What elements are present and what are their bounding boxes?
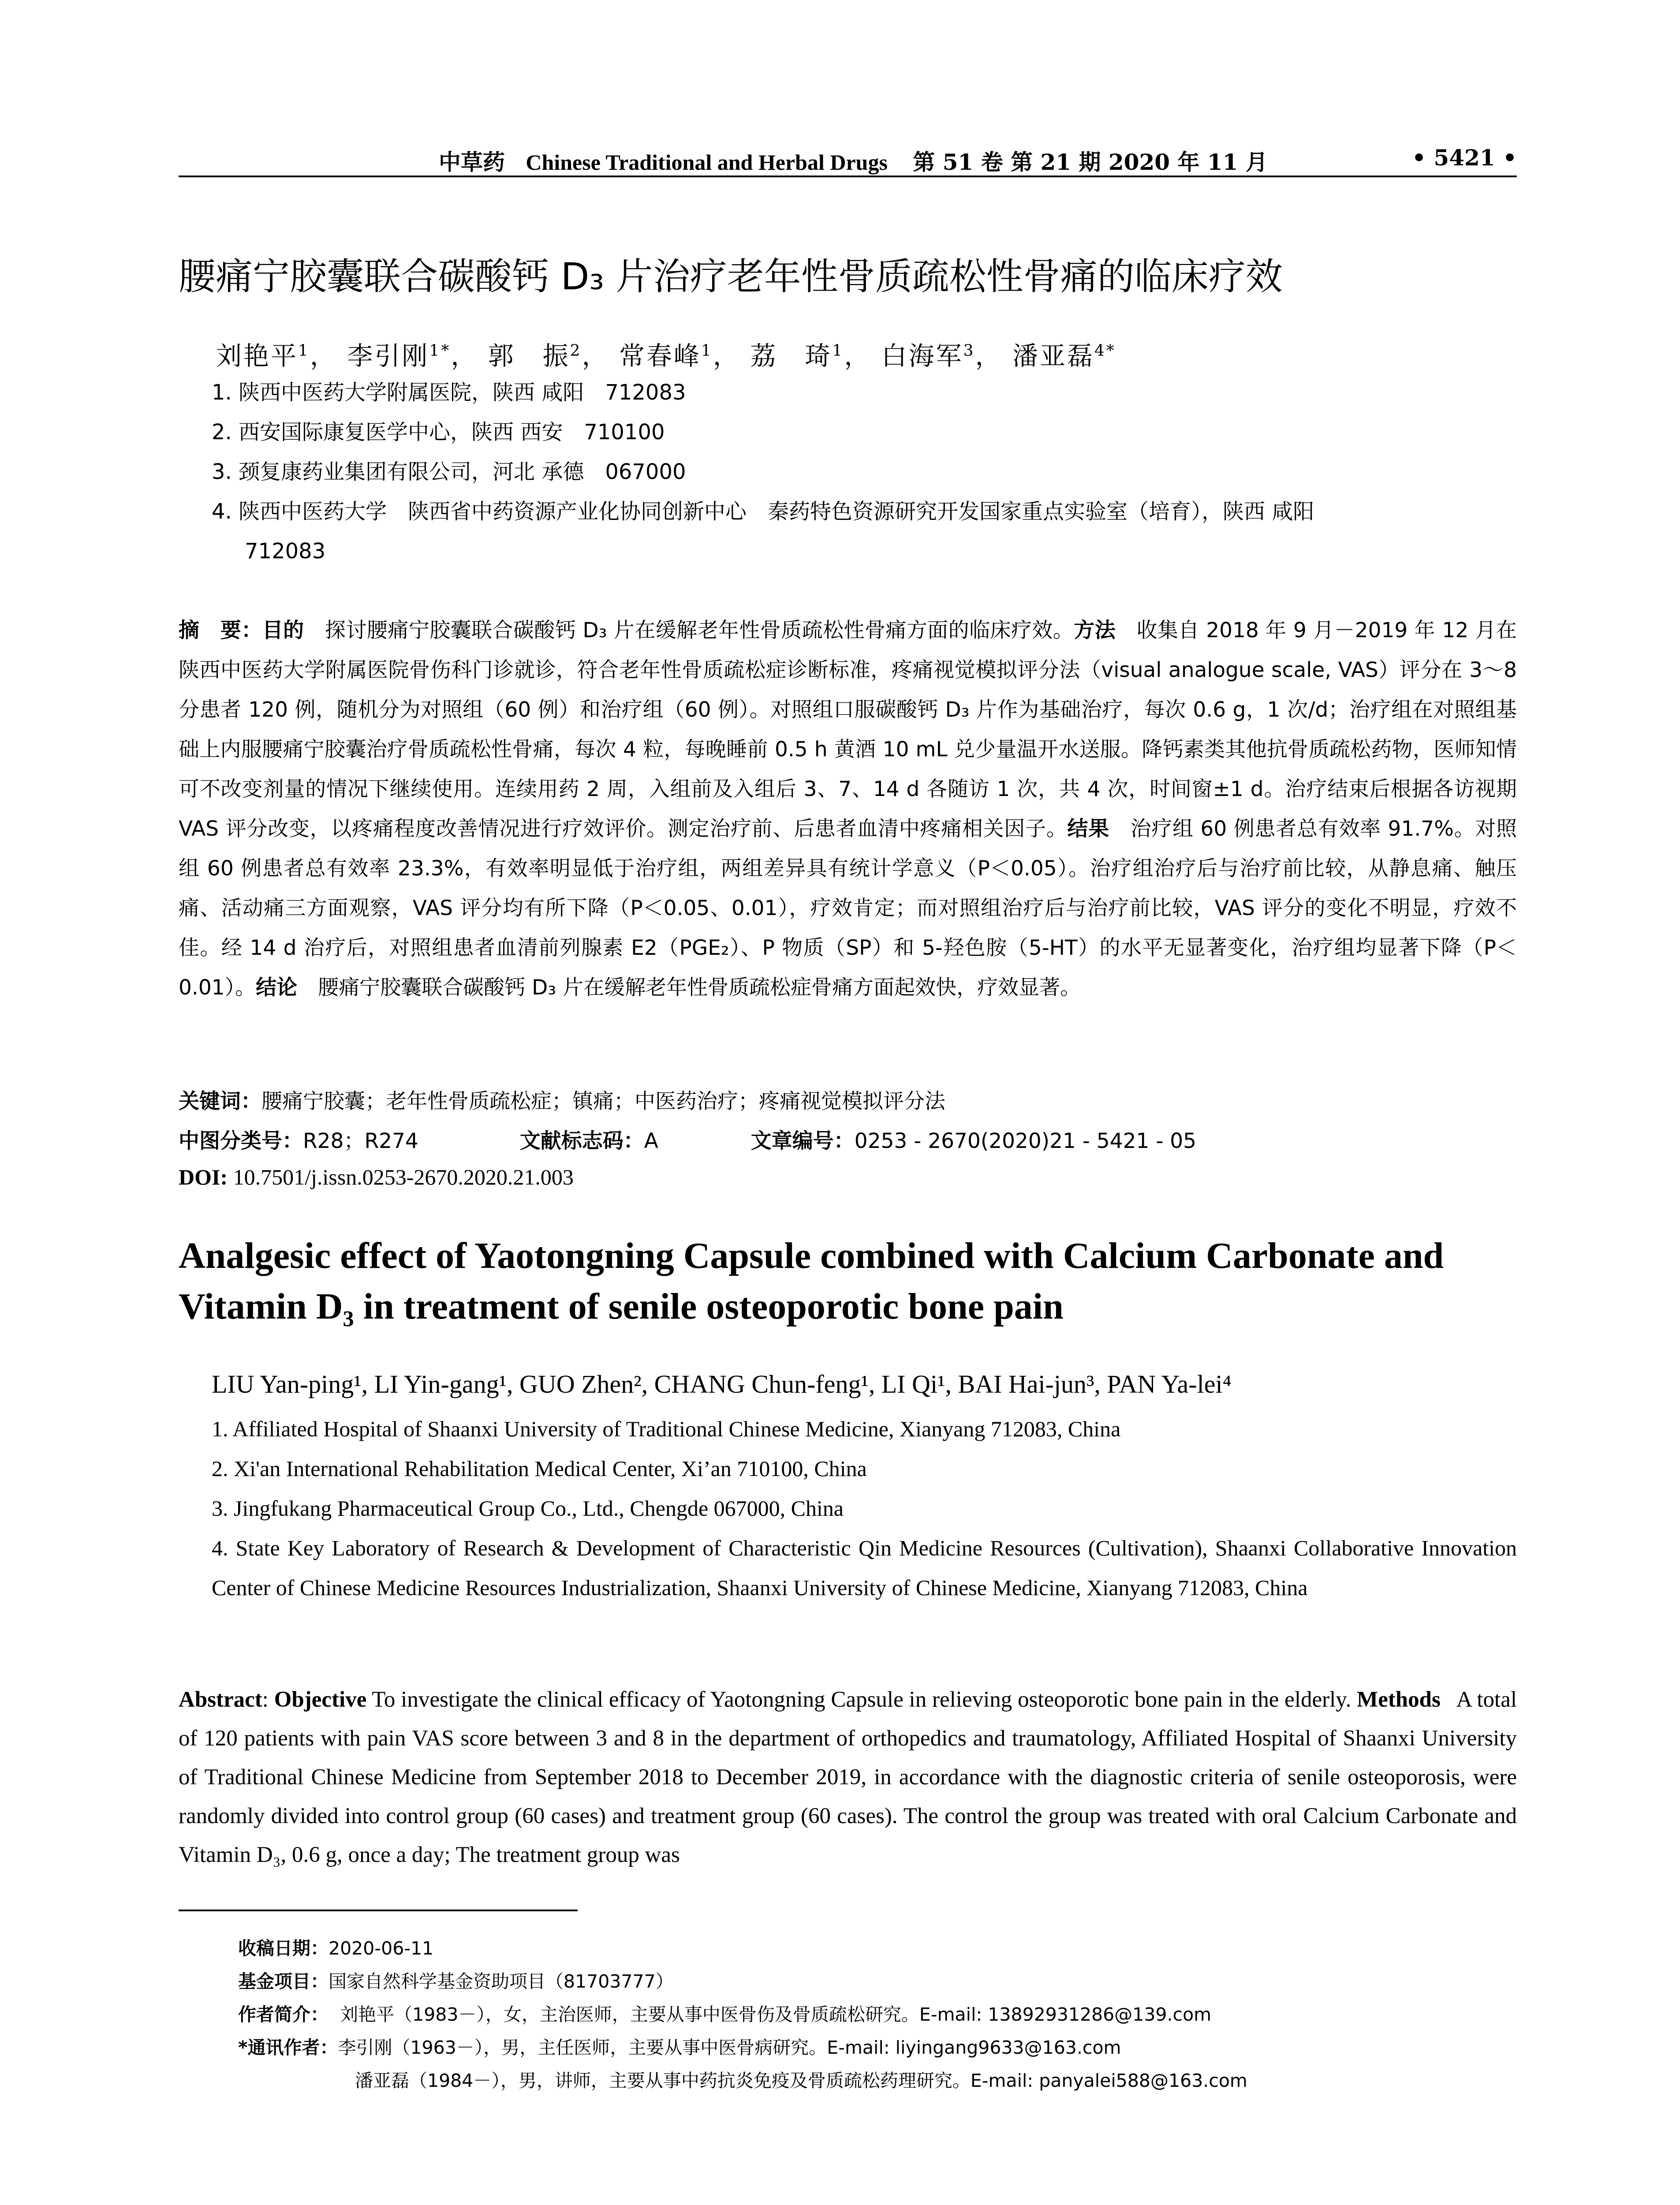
results-label: 结果 [1067, 817, 1109, 841]
footnote-bio [238, 2000, 1211, 2026]
abstract-en-label: Abstract [179, 1687, 262, 1712]
methods-en-label: Methods [1357, 1687, 1441, 1712]
affiliations-en [212, 1409, 1517, 1607]
abstract-cn [179, 611, 1517, 1008]
journal-name-en: Chinese Traditional and Herbal Drugs [526, 150, 888, 175]
keywords [179, 1085, 945, 1114]
affiliation-cn: 2. 西安国际康复医学中心，陕西 西安 710100 [212, 420, 665, 445]
conclusion-label: 结论 [256, 975, 298, 1000]
affiliation-cn: 1. 陕西中医药大学附属医院，陕西 咸阳 712083 [212, 380, 686, 405]
journal-header [439, 145, 1268, 176]
fund-text: 国家自然科学基金资助项目（81703777） [329, 1971, 674, 1992]
clc-label: 中图分类号： [179, 1129, 303, 1153]
footnote-divider [179, 1910, 578, 1911]
abstract-label: 摘 要： [179, 618, 262, 643]
title-en: Analgesic effect of Yaotongning Capsule combined with Calcium Carbonate and Vitamin D₃ in treatment of senile osteoporotic bone pain [179, 1235, 1444, 1327]
corresponding-label: *通讯作者： [238, 2037, 338, 2058]
footnote-received [238, 1934, 433, 1960]
received-date: 2020-06-11 [329, 1938, 434, 1959]
classification [179, 1125, 1196, 1154]
keywords-label: 关键词： [179, 1089, 261, 1114]
doi [179, 1164, 574, 1190]
objective-en-label: Objective [274, 1687, 367, 1712]
title-cn: 腰痛宁胶囊联合碳酸钙 D₃ 片治疗老年性骨质疏松性骨痛的临床疗效 [179, 255, 1283, 298]
page-header [179, 136, 1517, 177]
footnote-corresponding [238, 2033, 1121, 2059]
author-cn: 常春峰$^1$ [619, 341, 713, 371]
fund-label: 基金项目： [238, 1971, 329, 1992]
article-number-value: 0253 - 2670(2020)21 - 5421 - 05 [854, 1129, 1197, 1153]
affiliation-en: 3. Jingfukang Pharmaceutical Group Co., Ltd., Chengde 067000, China [212, 1496, 844, 1521]
affiliation-en: 2. Xi'an International Rehabilitation Medical Center, Xi’an 710100, China [212, 1456, 867, 1481]
objective-text: 探讨腰痛宁胶囊联合碳酸钙 D₃ 片在缓解老年性骨质疏松性骨痛方面的临床疗效。 [325, 618, 1074, 643]
doi-value: 10.7501/j.issn.0253-2670.2020.21.003 [233, 1165, 574, 1189]
affiliations-cn [212, 373, 1517, 571]
corresponding-text-1: 李引刚（1963－），男，主任医师，主要从事中医骨病研究。E-mail: liyingang9633@163.com [338, 2037, 1121, 2058]
received-label: 收稿日期： [238, 1938, 329, 1959]
methods-text: 收集自 2018 年 9 月－2019 年 12 月在陕西中医药大学附属医院骨伤科门诊就诊，符合老年性骨质疏松症诊断标准，疼痛视觉模拟评分法（visual analogue scale, VAS）评分在 3～8 分患者 120 例，随机分为对照组（60 例）和治疗组（60 例）。对照组口服碳酸钙 D₃ 片作为基础治疗，每次 0.6 g，1 次/d；治疗组在对照组基础上内服腰痛宁胶囊治疗骨质疏松性骨痛，每次 4 粒，每晚睡前 0.5 h 黄酒 10 mL 兑少量温开水送服。降钙素类其他抗骨质疏松药物，医师知情可不改变剂量的情况下继续使用。连续用药 2 周，入组前及入组后 3、7、14 d 各随访 1 次，共 4 次，时间窗±1 d。治疗结束后根据各访视期 VAS 评分改变，以疼痛程度改善情况进行疗效评价。测定治疗前、后患者血清中疼痛相关因子。 [179, 618, 1517, 841]
affiliation-cn: 712083 [245, 539, 326, 564]
footnote-corresponding-2: 潘亚磊（1984－），男，讲师，主要从事中药抗炎免疫及骨质疏松药理研究。E-mail: panyalei588@163.com [355, 2070, 1247, 2091]
objective-en-text: To investigate the clinical efficacy of Yaotongning Capsule in relieving osteoporotic bone pain in the elderly. [372, 1687, 1351, 1712]
journal-name-cn: 中草药 [439, 149, 505, 175]
journal-issue: 第 51 卷 第 21 期 2020 年 11 月 [913, 149, 1268, 175]
bio-label: 作者简介： [238, 2004, 329, 2025]
authors-cn: 刘艳平$^1$， 李引刚$^{1*}$， 郭 振$^2$， 常春峰$^1$， 荔 琦$^1$， 白海军$^3$， 潘亚磊$^{4*}$ [216, 341, 1116, 371]
author-cn: 潘亚磊$^{4*}$ [1012, 341, 1116, 371]
clc-value: R28；R274 [303, 1129, 418, 1153]
affiliation-cn: 4. 陕西中医药大学 陕西省中药资源产业化协同创新中心 秦药特色资源研究开发国家重点实验室（培育），陕西 咸阳 [212, 499, 1314, 524]
abstract-en: Abstract: Objective To investigate the clinical efficacy of Yaotongning Capsule in relieving osteoporotic bone pain in the elderly. Methods A total of 120 patients with pain VAS score between 3 and 8 in the department of orthopedics and traumatology, Affiliated Hospital of Shaanxi University of Traditional Chinese Medicine from September 2018 to December 2019, in accordance with the diagnostic criteria of senile osteoporosis, were randomly divided into control group (60 cases) and treatment group (60 cases). The control the group was treated with oral Calcium Carbonate and Vitamin D₃, 0.6 g, once a day; The treatment group was [179, 1687, 1517, 1867]
article-number-label: 文章编号： [750, 1129, 855, 1153]
author-cn: 李引刚$^{1*}$ [347, 341, 451, 371]
author-cn: 白海军$^3$ [881, 341, 975, 371]
page-number: • 5421 • [1412, 145, 1517, 171]
methods-label: 方法 [1074, 618, 1116, 643]
footnote-fund [238, 1967, 674, 1993]
doccode-value: A [644, 1129, 658, 1153]
affiliation-cn: 3. 颈复康药业集团有限公司，河北 承德 067000 [212, 460, 686, 484]
doi-label: DOI: [179, 1165, 228, 1189]
bio-text: 刘艳平（1983－），女，主治医师，主要从事中医骨伤及骨质疏松研究。E-mail: 13892931286@139.com [340, 2004, 1212, 2025]
affiliation-en: 1. Affiliated Hospital of Shaanxi University of Traditional Chinese Medicine, Xianyang 712083, China [212, 1416, 1121, 1441]
objective-label: 目的 [262, 618, 304, 643]
authors-en: LIU Yan-ping¹, LI Yin-gang¹, GUO Zhen², CHANG Chun-feng¹, LI Qi¹, BAI Hai-jun³, PAN Ya-lei⁴ [212, 1370, 1232, 1398]
methods-en-text: A total of 120 patients with pain VAS score between 3 and 8 in the department of orthopedics and traumatology, Affiliated Hospital of Shaanxi University of Traditional Chinese Medicine from September 2018 to December 2019, in accordance with the diagnostic criteria of senile osteoporosis, were randomly divided into control group (60 cases) and treatment group (60 cases). The control the group was treated with oral Calcium Carbonate and Vitamin D₃, 0.6 g, once a day; The treatment group was [179, 1687, 1517, 1867]
author-cn: 郭 振$^2$ [488, 341, 582, 371]
author-cn: 刘艳平$^1$ [216, 341, 310, 371]
doccode-label: 文献标志码： [519, 1129, 644, 1153]
conclusion-text: 腰痛宁胶囊联合碳酸钙 D₃ 片在缓解老年性骨质疏松症骨痛方面起效快，疗效显著。 [318, 975, 1081, 1000]
results-text: 治疗组 60 例患者总有效率 91.7%。对照组 60 例患者总有效率 23.3%，有效率明显低于治疗组，两组差异具有统计学意义（P＜0.05）。治疗组治疗后与治疗前比较，从静息痛、触压痛、活动痛三方面观察，VAS 评分均有所下降（P＜0.05、0.01），疗效肯定；而对照组治疗后与治疗前比较，VAS 评分的变化不明显，疗效不佳。经 14 d 治疗后，对照组患者血清前列腺素 E2（PGE₂）、P 物质（SP）和 5-羟色胺（5-HT）的水平无显著变化，治疗组均显著下降（P＜0.01）。 [179, 817, 1517, 1000]
affiliation-en: 4. State Key Laboratory of Research & Development of Characteristic Qin Medicine Resources (Cultivation), Shaanxi Collaborative Innovation Center of Chinese Medicine Resources Industrialization, Shaanxi University of Chinese Medicine, Xianyang 712083, China [212, 1536, 1517, 1600]
keywords-text: 腰痛宁胶囊；老年性骨质疏松症；镇痛；中医药治疗；疼痛视觉模拟评分法 [261, 1089, 945, 1114]
author-cn: 荔 琦$^1$ [750, 341, 844, 371]
